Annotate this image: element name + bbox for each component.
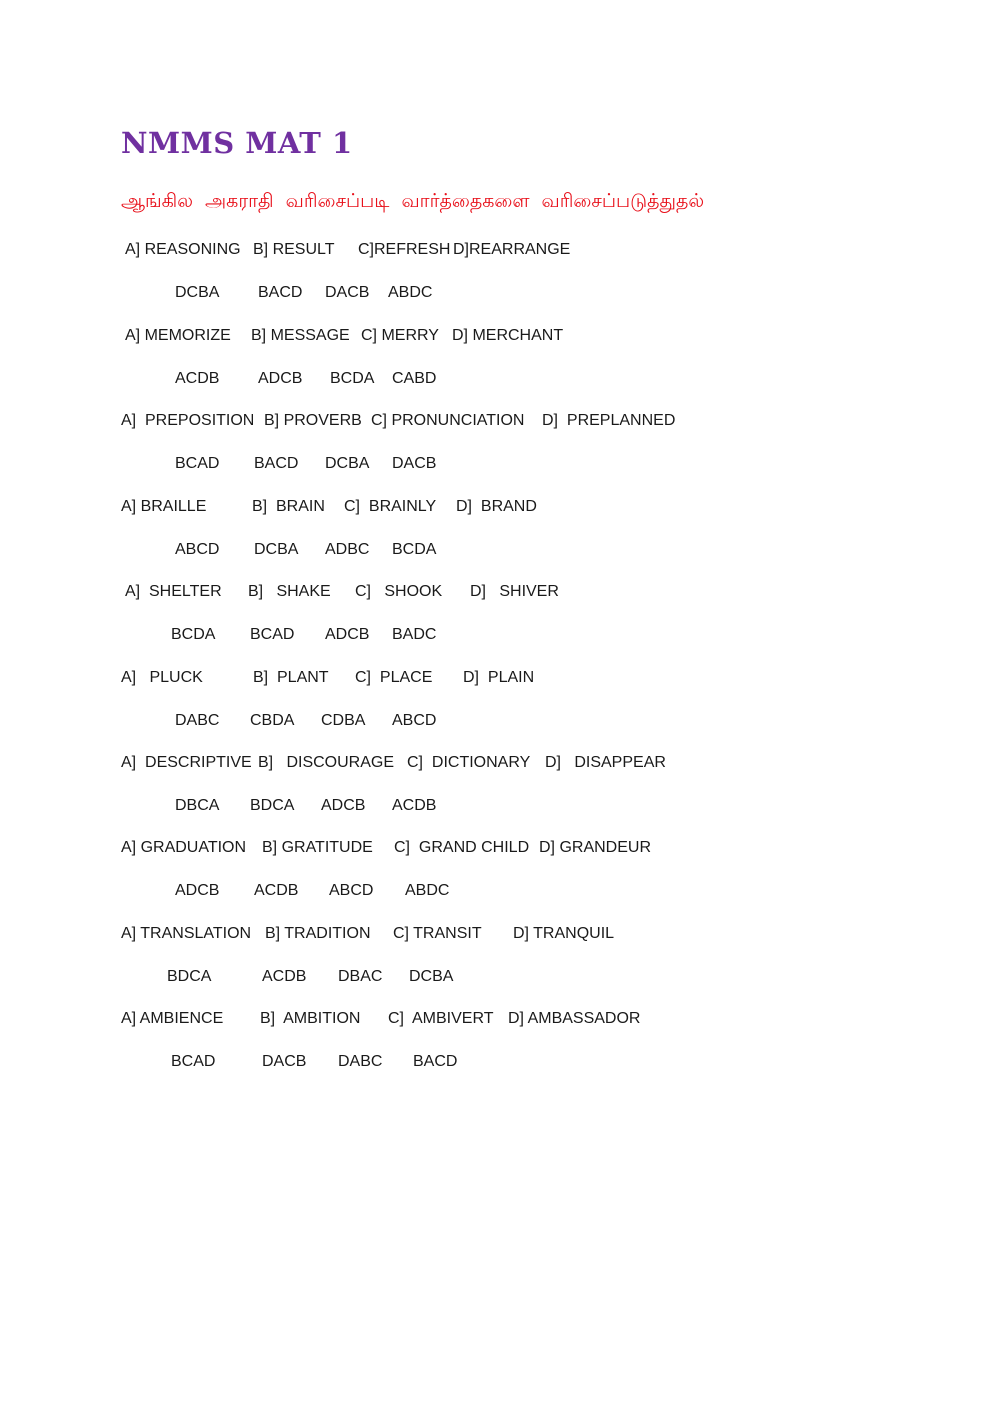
answer-choice: ABCD	[329, 882, 374, 899]
answer-choice: DACB	[262, 1053, 307, 1070]
answer-choice: ADCB	[175, 882, 220, 899]
answer-choice: BACD	[413, 1053, 458, 1070]
question-options-row	[0, 327, 1000, 351]
answer-choice: DACB	[392, 455, 437, 472]
answer-choice: BCDA	[330, 370, 375, 387]
answer-choice: ABCD	[175, 541, 220, 558]
answer-choices-row	[0, 370, 1000, 394]
answer-choice: BCDA	[171, 626, 216, 643]
option-c: C]REFRESH	[358, 241, 451, 258]
option-b: B] PROVERB	[264, 412, 362, 429]
answer-choice: DCBA	[409, 968, 454, 985]
answer-choice: CDBA	[321, 712, 366, 729]
answer-choice: DCBA	[175, 284, 220, 301]
option-a: A] PREPOSITION	[121, 412, 255, 429]
option-a: A] MEMORIZE	[125, 327, 231, 344]
option-a: A] AMBIENCE	[121, 1010, 224, 1027]
option-b: B] AMBITION	[260, 1010, 361, 1027]
option-c: C] PRONUNCIATION	[371, 412, 525, 429]
answer-choice: BDCA	[167, 968, 212, 985]
option-b: B] RESULT	[253, 241, 335, 258]
option-a: A] REASONING	[125, 241, 241, 258]
option-c: C] TRANSIT	[393, 925, 482, 942]
answer-choice: ADCB	[258, 370, 303, 387]
answer-choice: ABDC	[388, 284, 433, 301]
answer-choice: CBDA	[250, 712, 295, 729]
option-c: C] BRAINLY	[344, 498, 437, 515]
option-a: A] TRANSLATION	[121, 925, 252, 942]
question-options-row	[0, 583, 1000, 607]
answer-choice: ACDB	[392, 797, 437, 814]
option-a: A] PLUCK	[121, 669, 203, 686]
answer-choices-row	[0, 1053, 1000, 1077]
option-a: A] GRADUATION	[121, 839, 247, 856]
option-b: B] SHAKE	[248, 583, 331, 600]
answer-choice: ADBC	[325, 541, 370, 558]
option-a: A] SHELTER	[125, 583, 222, 600]
question-options-row	[0, 412, 1000, 436]
option-d: D] SHIVER	[470, 583, 559, 600]
question-options-row	[0, 1010, 1000, 1034]
option-b: B] TRADITION	[265, 925, 371, 942]
answer-choice: BADC	[392, 626, 437, 643]
answer-choice: BCDA	[392, 541, 437, 558]
answer-choice: DACB	[325, 284, 370, 301]
question-options-row	[0, 669, 1000, 693]
answer-choices-row	[0, 968, 1000, 992]
option-c: C] GRAND CHILD	[394, 839, 530, 856]
option-d: D] PREPLANNED	[542, 412, 676, 429]
question-options-row	[0, 925, 1000, 949]
answer-choice: ACDB	[262, 968, 307, 985]
option-d: D] AMBASSADOR	[508, 1010, 641, 1027]
answer-choice: BCAD	[250, 626, 295, 643]
answer-choice: DABC	[338, 1053, 383, 1070]
option-c: C] DICTIONARY	[407, 754, 531, 771]
option-d: D] DISAPPEAR	[545, 754, 666, 771]
option-d: D] MERCHANT	[452, 327, 564, 344]
answer-choices-row	[0, 797, 1000, 821]
question-options-row	[0, 498, 1000, 522]
answer-choice: DBAC	[338, 968, 383, 985]
answer-choice: ACDB	[254, 882, 299, 899]
answer-choice: BCAD	[171, 1053, 216, 1070]
option-c: C] PLACE	[355, 669, 433, 686]
answer-choices-row	[0, 882, 1000, 906]
answer-choices-row	[0, 541, 1000, 565]
option-b: B] MESSAGE	[251, 327, 350, 344]
answer-choice: ADCB	[321, 797, 366, 814]
option-d: D] TRANQUIL	[513, 925, 615, 942]
answer-choices-row	[0, 626, 1000, 650]
answer-choices-row	[0, 712, 1000, 736]
option-d: D]REARRANGE	[453, 241, 571, 258]
answer-choice: BDCA	[250, 797, 295, 814]
question-options-row	[0, 241, 1000, 265]
question-options-row	[0, 839, 1000, 863]
option-b: B] GRATITUDE	[262, 839, 373, 856]
answer-choice: CABD	[392, 370, 437, 387]
answer-choice: BACD	[258, 284, 303, 301]
option-d: D] PLAIN	[463, 669, 535, 686]
answer-choice: ACDB	[175, 370, 220, 387]
answer-choice: ADCB	[325, 626, 370, 643]
page-title: NMMS MAT 1	[121, 126, 353, 160]
answer-choices-row	[0, 455, 1000, 479]
answer-choices-row	[0, 284, 1000, 308]
answer-choice: DCBA	[325, 455, 370, 472]
answer-choice: DABC	[175, 712, 220, 729]
option-c: C] MERRY	[361, 327, 439, 344]
option-b: B] PLANT	[253, 669, 329, 686]
answer-choice: BCAD	[175, 455, 220, 472]
option-d: D] BRAND	[456, 498, 537, 515]
page-subtitle: ஆங்கில அகராதி வரிசைப்படி வார்த்தைகளை வரிசைப்படுத்துதல்	[121, 190, 705, 212]
answer-choice: DBCA	[175, 797, 220, 814]
option-a: A] BRAILLE	[121, 498, 207, 515]
option-c: C] SHOOK	[355, 583, 443, 600]
option-a: A] DESCRIPTIVE	[121, 754, 252, 771]
question-options-row	[0, 754, 1000, 778]
answer-choice: DCBA	[254, 541, 299, 558]
option-d: D] GRANDEUR	[539, 839, 652, 856]
answer-choice: ABDC	[405, 882, 450, 899]
answer-choice: ABCD	[392, 712, 437, 729]
option-b: B] DISCOURAGE	[258, 754, 395, 771]
answer-choice: BACD	[254, 455, 299, 472]
option-c: C] AMBIVERT	[388, 1010, 494, 1027]
option-b: B] BRAIN	[252, 498, 325, 515]
